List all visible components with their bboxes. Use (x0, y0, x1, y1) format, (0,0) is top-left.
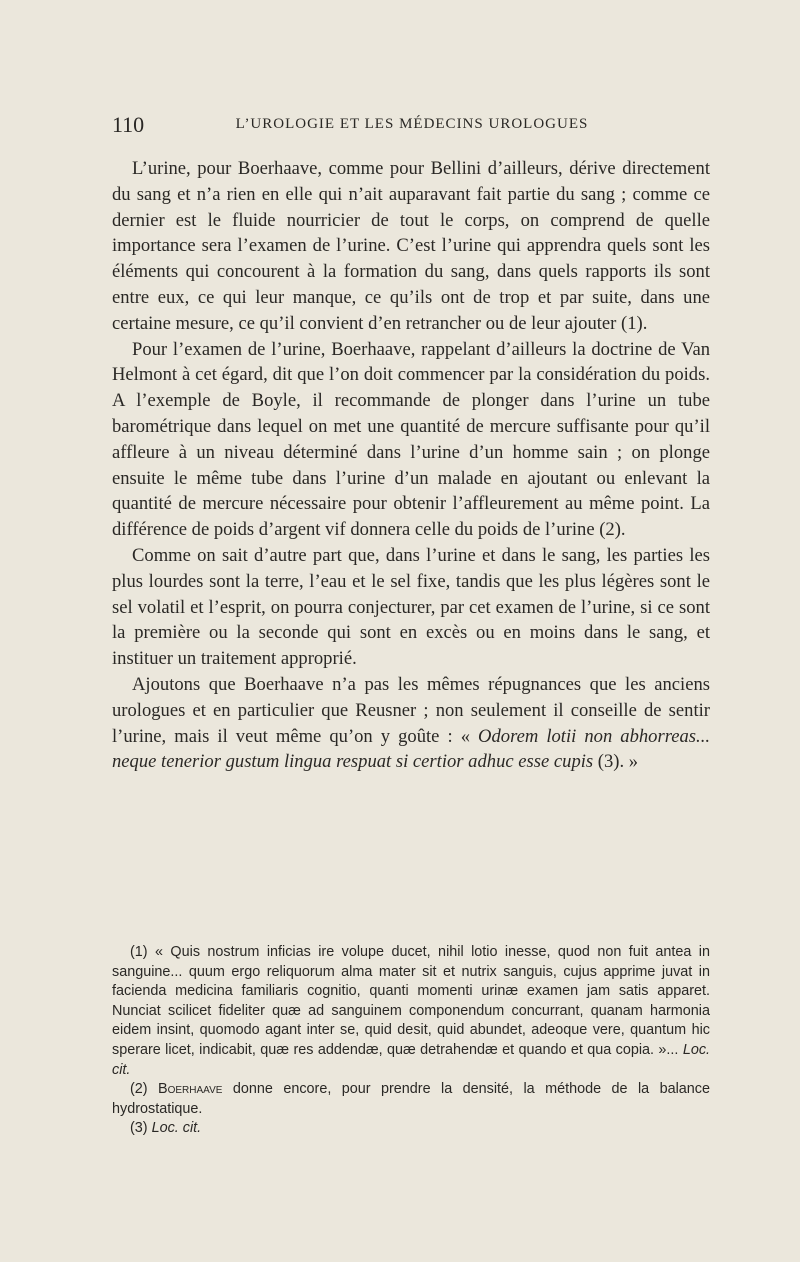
page-number: 110 (112, 112, 145, 137)
body-text (112, 156, 710, 775)
footnote-2-author: Boerhaave (158, 1081, 223, 1098)
footnote-1-text: (1) « Quis nostrum inficias ire volupe ducet, nihil lotio inesse, quod non fuit antea in sanguine... quum ergo reliquorum alma mater sit et nutrix sanguis, cujus apprime juvat in facienda medicina familiaris cognitio, quanti momenti urinæ examen jam satis apparet. Nunciat scilicet fideliter quæ ad sanguinem componendum concurrant, quanam harmonia eidem insint, quomodo agant inter se, quid desit, quid abundet, adeoque vere, quantum hic sperare licet, indicabit, quæ res addendæ, quæ detrahendæ et quando et qua copia. »... (112, 944, 710, 1058)
paragraph-2: Pour l’examen de l’urine, Boerhaave, rappelant d’ailleurs la doctrine de Van Helmont à cet égard, dit que l’on doit commencer par la considération du poids. A l’exemple de Boyle, il recommande de plonger dans l’urine un tube barométrique dans lequel on met une quantité de mercure suffisante pour qu’il affleure à un niveau déterminé dans l’urine d’un homme sain ; on plonge ensuite le même tube dans l’urine d’un malade en ajoutant ou enlevant la quantité de mercure nécessaire pour obtenir l’affleurement au même point. La différence de poids d’argent vif donnera celle du poids de l’urine (2). (112, 338, 710, 541)
footnote-3 (112, 1119, 710, 1139)
paragraph-4-start: Ajoutons que Boerhaave n’a pas les mêmes répugnances que les anciens urologues et en particulier que Reusner ; non seulement il conseille de sentir l’urine, mais il veut même qu’on y goûte : « (112, 673, 710, 747)
latin-quote: Odorem lotii non abhorreas... neque tenerior gustum lingua respuat si certior adhuc esse cupis (112, 725, 710, 773)
page-header (112, 112, 712, 138)
footnote-2-label: (2) (130, 1081, 159, 1098)
footnote-3-ref: Loc. cit. (151, 1120, 202, 1137)
paragraph-1: L’urine, pour Boerhaave, comme pour Bellini d’ailleurs, dérive directement du sang et n’a rien en elle qui n’ait auparavant fait partie du sang ; comme ce dernier est le fluide nourricier de tout le corps, on comprend de quelle importance sera l’examen de l’urine. C’est l’urine qui apprendra quels sont les éléments qui concourent à la formation du sang, dans quels rapports ils sont entre eux, ce qui leur manque, ce qu’ils ont de trop et par suite, dans une certaine mesure, ce qu’il convient d’en retrancher ou de leur ajouter (1). (112, 158, 710, 334)
paragraph-4 (112, 672, 710, 775)
footnote-2-text: donne encore, pour prendre la densité, la méthode de la balance hydrostatique. (112, 1081, 710, 1117)
footnote-1 (112, 943, 710, 1080)
paragraph-3: Comme on sait d’autre part que, dans l’urine et dans le sang, les parties les plus lourdes sont la terre, l’eau et le sel fixe, tandis que les plus légères sont le sel volatil et l’esprit, on pourra conjecturer, par cet examen de l’urine, si ce sont la première ou la seconde qui sont en excès ou en moins dans le sang, et instituer un traitement approprié. (112, 544, 710, 670)
footnotes (112, 943, 710, 1139)
footnote-3-label: (3) (130, 1120, 152, 1137)
footnote-2 (112, 1080, 710, 1119)
footnote-1-ref: Loc. cit. (112, 1041, 711, 1078)
running-title: L’UROLOGIE ET LES MÉDECINS UROLOGUES (235, 116, 589, 132)
paragraph-4-end: (3). » (593, 751, 639, 773)
